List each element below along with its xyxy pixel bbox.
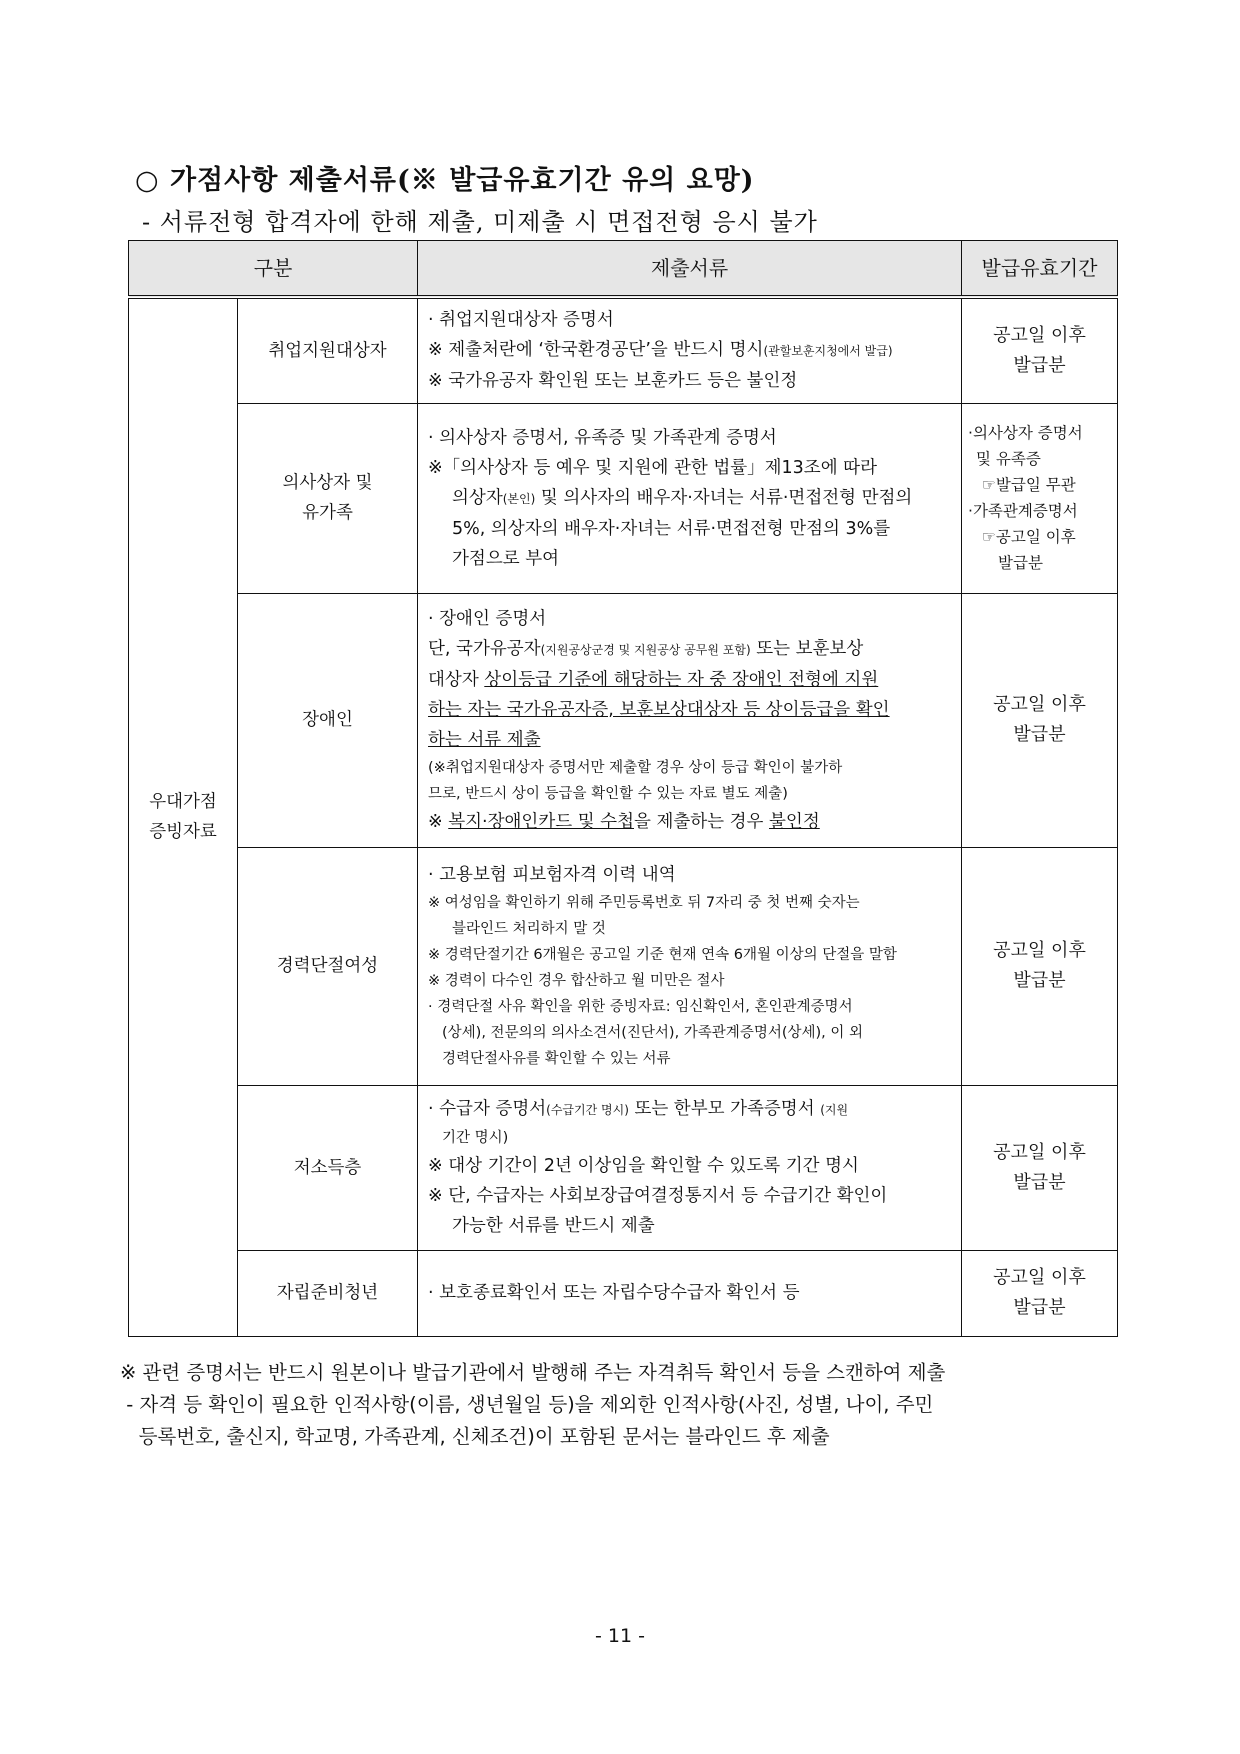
- footnote: ※ 관련 증명서는 반드시 원본이나 발급기관에서 발행해 주는 자격취득 확인서 등을 스캔하여 제출 - 자격 등 확인이 필요한 인적사항(이름, 생년월일 등)을 제외한 인적사항(사진, 성별, 나이, 주민 등록번호, 출신지, 학교명, 가족관계, 신체조건)이 포함된 문서는 블라인드 후 제출: [120, 1361, 946, 1448]
- bonus-documents-table: [128, 240, 1118, 1337]
- row-category: 의사상자 및 유가족: [238, 403, 418, 593]
- row-validity: 공고일 이후 발급분: [962, 297, 1118, 403]
- header-documents: 제출서류: [418, 241, 962, 298]
- row-validity: 공고일 이후 발급분: [962, 847, 1118, 1085]
- group-label: 우대가점 증빙자료: [129, 297, 238, 1336]
- table-row: [129, 593, 1118, 847]
- row-documents: · 보호종료확인서 또는 자립수당수급자 확인서 등: [418, 1250, 962, 1336]
- section-subheading: - 서류전형 합격자에 한해 제출, 미제출 시 면접전형 응시 불가: [142, 208, 818, 236]
- row-validity: 공고일 이후 발급분: [962, 593, 1118, 847]
- row-documents: · 의사상자 증명서, 유족증 및 가족관계 증명서 ※「의사상자 등 예우 및 지원에 관한 법률」제13조에 따라 의상자(본인) 및 의사자의 배우자·자녀는 서류·면접전형 만점의 5%, 의상자의 배우자·자녀는 서류·면접전형 만점의 3%를 가점으로 부여: [418, 403, 962, 593]
- row-documents: · 장애인 증명서 단, 국가유공자(지원공상군경 및 지원공상 공무원 포함) 또는 보훈보상 대상자 상이등급 기준에 해당하는 자 중 장애인 전형에 지원 하는 자는 국가유공자증, 보훈보상대상자 등 상이등급을 확인 하는 서류 제출 (※취업지원대상자 증명서만 제출할 경우 상이 등급 확인이 불가하 므로, 반드시 상이 등급을 확인할 수 있는 자료 별도 제출) ※ 복지·장애인카드 및 수첩을 제출하는 경우 불인정: [418, 593, 962, 847]
- row-category: 자립준비청년: [238, 1250, 418, 1336]
- table-row: [129, 403, 1118, 593]
- row-validity: ·의사상자 증명서 및 유족증 ☞발급일 무관 ·가족관계증명서 ☞공고일 이후 발급분: [962, 403, 1118, 593]
- header-category: 구분: [129, 241, 418, 298]
- table-row: [129, 1250, 1118, 1336]
- row-category: 취업지원대상자: [238, 297, 418, 403]
- row-documents: · 고용보험 피보험자격 이력 내역 ※ 여성임을 확인하기 위해 주민등록번호 뒤 7자리 중 첫 번째 숫자는 블라인드 처리하지 말 것 ※ 경력단절기간 6개월은 공고일 기준 현재 연속 6개월 이상의 단절을 말함 ※ 경력이 다수인 경우 합산하고 월 미만은 절사 · 경력단절 사유 확인을 위한 증빙자료: 임신확인서, 혼인관계증명서 (상세), 전문의의 의사소견서(진단서), 가족관계증명서(상세), 이 외 경력단절사유를 확인할 수 있는 서류: [418, 847, 962, 1085]
- row-category: 저소득층: [238, 1085, 418, 1250]
- section-heading: ○ 가점사항 제출서류(※ 발급유효기간 유의 요망): [135, 165, 755, 196]
- page-number: - 11 -: [595, 1625, 645, 1647]
- header-validity: 발급유효기간: [962, 241, 1118, 298]
- row-documents: · 수급자 증명서(수급기간 명시) 또는 한부모 가족증명서 (지원 기간 명시) ※ 대상 기간이 2년 이상임을 확인할 수 있도록 기간 명시 ※ 단, 수급자는 사회보장급여결정통지서 등 수급기간 확인이 가능한 서류를 반드시 제출: [418, 1085, 962, 1250]
- table-row: [129, 297, 1118, 403]
- table-row: [129, 847, 1118, 1085]
- row-documents: · 취업지원대상자 증명서 ※ 제출처란에 ‘한국환경공단’을 반드시 명시(관할보훈지청에서 발급) ※ 국가유공자 확인원 또는 보훈카드 등은 불인정: [418, 297, 962, 403]
- row-category: 장애인: [238, 593, 418, 847]
- row-validity: 공고일 이후 발급분: [962, 1085, 1118, 1250]
- row-category: 경력단절여성: [238, 847, 418, 1085]
- row-validity: 공고일 이후 발급분: [962, 1250, 1118, 1336]
- table-row: [129, 1085, 1118, 1250]
